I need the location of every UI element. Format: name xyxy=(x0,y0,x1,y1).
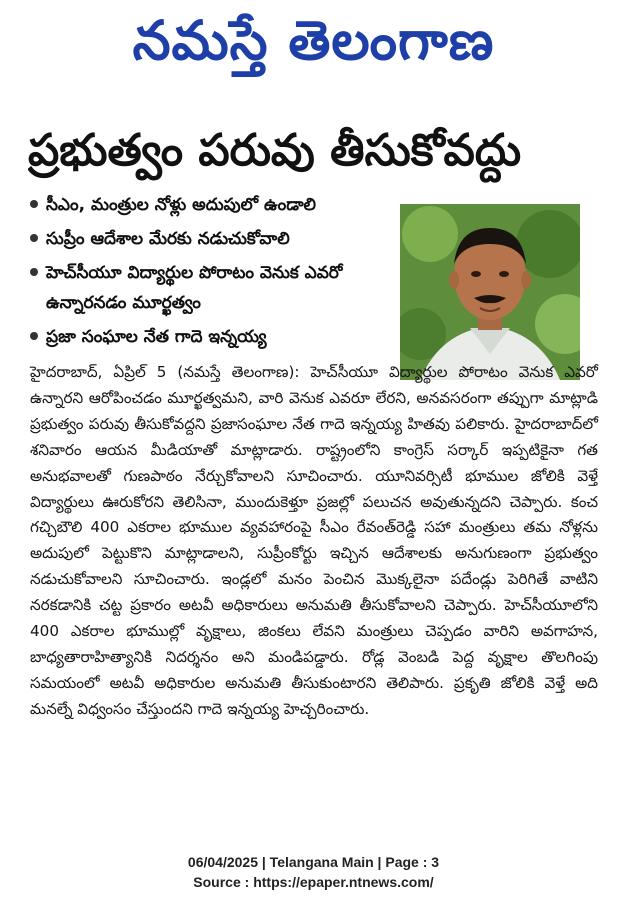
bullet-icon xyxy=(30,200,38,208)
highlight-text: హెచ్‌సీయూ విద్యార్థుల పోరాటం వెనుక ఎవరో ఉన్నారనడం మూర్ఖత్వం xyxy=(46,263,343,313)
article-highlights xyxy=(30,190,400,356)
article-headline: ప్రభుత్వం పరువు తీసుకోవద్దు xyxy=(28,125,522,176)
portrait-illustration xyxy=(400,204,580,380)
edition-info: 06/04/2025 | Telangana Main | Page : 3 xyxy=(187,854,440,870)
article-dateline: హైదరాబాద్, ఏప్రిల్ 5 (నమస్తే తెలంగాణ): xyxy=(30,363,300,381)
highlight-text: సుప్రీం ఆదేశాల మేరకు నడుచుకోవాలి xyxy=(46,229,290,249)
article-lead: హెచ్‌సీయూ విద్యార్థుల పోరాటం వెనుక ఎవరో ఉన్నారని ఆరోపించడం మూర్ఖత్వమని, వారి వెనుక ఎవరూ లేరని, అనవసరంగా తప్పుగా మాట్లాడి ప్రభుత్వం పరువు తీసుకోవద్దని ప్రజాసంఘాల నేత గాదె ఇన్నయ్య హితవు పలికారు. హైదరాబాద్‌లో శనివారం ఆయన మీడియాతో మాట్లాడారు. రాష్ట్రంలోని కాంగ్రెస్ సర్కార్ ఇప్పటికైనా గత అనుభవాలతో గుణపాఠం నేర్చుకోవాలని సూచించారు. యూనివర్సిటీ భూముల జోలికి వెళ్తే విద్యార్థులు ఊరుకోరని తెలిసినా, ముందుకెళ్తూ ప్రజల్లో పలుచన అవుతున్నదని చెప్పారు. కంచ గచ్చిబౌలి 400 ఎకరాల భూముల వ్యవహారంపై సీఎం రేవంత్‌రెడ్డి సహా మంత్రులు తమ నోళ్లను అదుపులో పెట్టుకొని మాట్లాడాలని, సుప్రీంకోర్టు ఇచ్చిన ఆదేశాలకు అనుగుణంగా ప్రభుత్వం నడుచుకోవాలని సూచించారు. ఇండ్లలో మనం పెంచిన మొక్కలైనా పదేండ్లు పెరిగితే వాటిని నరకడానికి చట్ట ప్రకారం అటవీ అధికారులు అనుమతి తీసుకోవాలని చెప్పారు. హెచ్‌సీయూలోని 400 ఎకరాల భూముల్లో వృక్షాలు, జింకలు లేవని మంత్రులు చెప్పడం వారిని అవగాహన, బాధ్యతారాహిత్యానికి నిదర్శనం అని మండిపడ్డారు. రోడ్ల వెంబడి పెద్ద వృక్షాల తొలగింపు సమయంలో అటవీ అధికారుల అనుమతి తీసుకుంటారని తెలిపారు. ప్రకృతి జోలికి వెళ్తే అది మనల్నే విధ్వంసం చేస్తుందని గాదె ఇన్నయ్య హెచ్చరించారు. xyxy=(30,363,598,718)
highlight-item xyxy=(30,224,400,254)
masthead-logo: నమస్తే తెలంగాణ xyxy=(132,9,495,72)
highlight-item xyxy=(30,258,406,318)
bullet-icon xyxy=(30,268,38,276)
article-body xyxy=(30,360,598,723)
highlight-text: సీఎం, మంత్రుల నోళ్లు అదుపులో ఉండాలి xyxy=(46,195,317,215)
bullet-icon xyxy=(30,332,38,340)
highlight-item xyxy=(30,322,400,352)
highlight-item xyxy=(30,190,400,220)
bullet-icon xyxy=(30,234,38,242)
source-link[interactable]: Source : https://epaper.ntnews.com/ xyxy=(193,874,434,890)
page-footer xyxy=(0,852,627,892)
portrait-photo xyxy=(400,204,580,380)
highlight-text: ప్రజా సంఘాల నేత గాదె ఇన్నయ్య xyxy=(46,327,267,347)
